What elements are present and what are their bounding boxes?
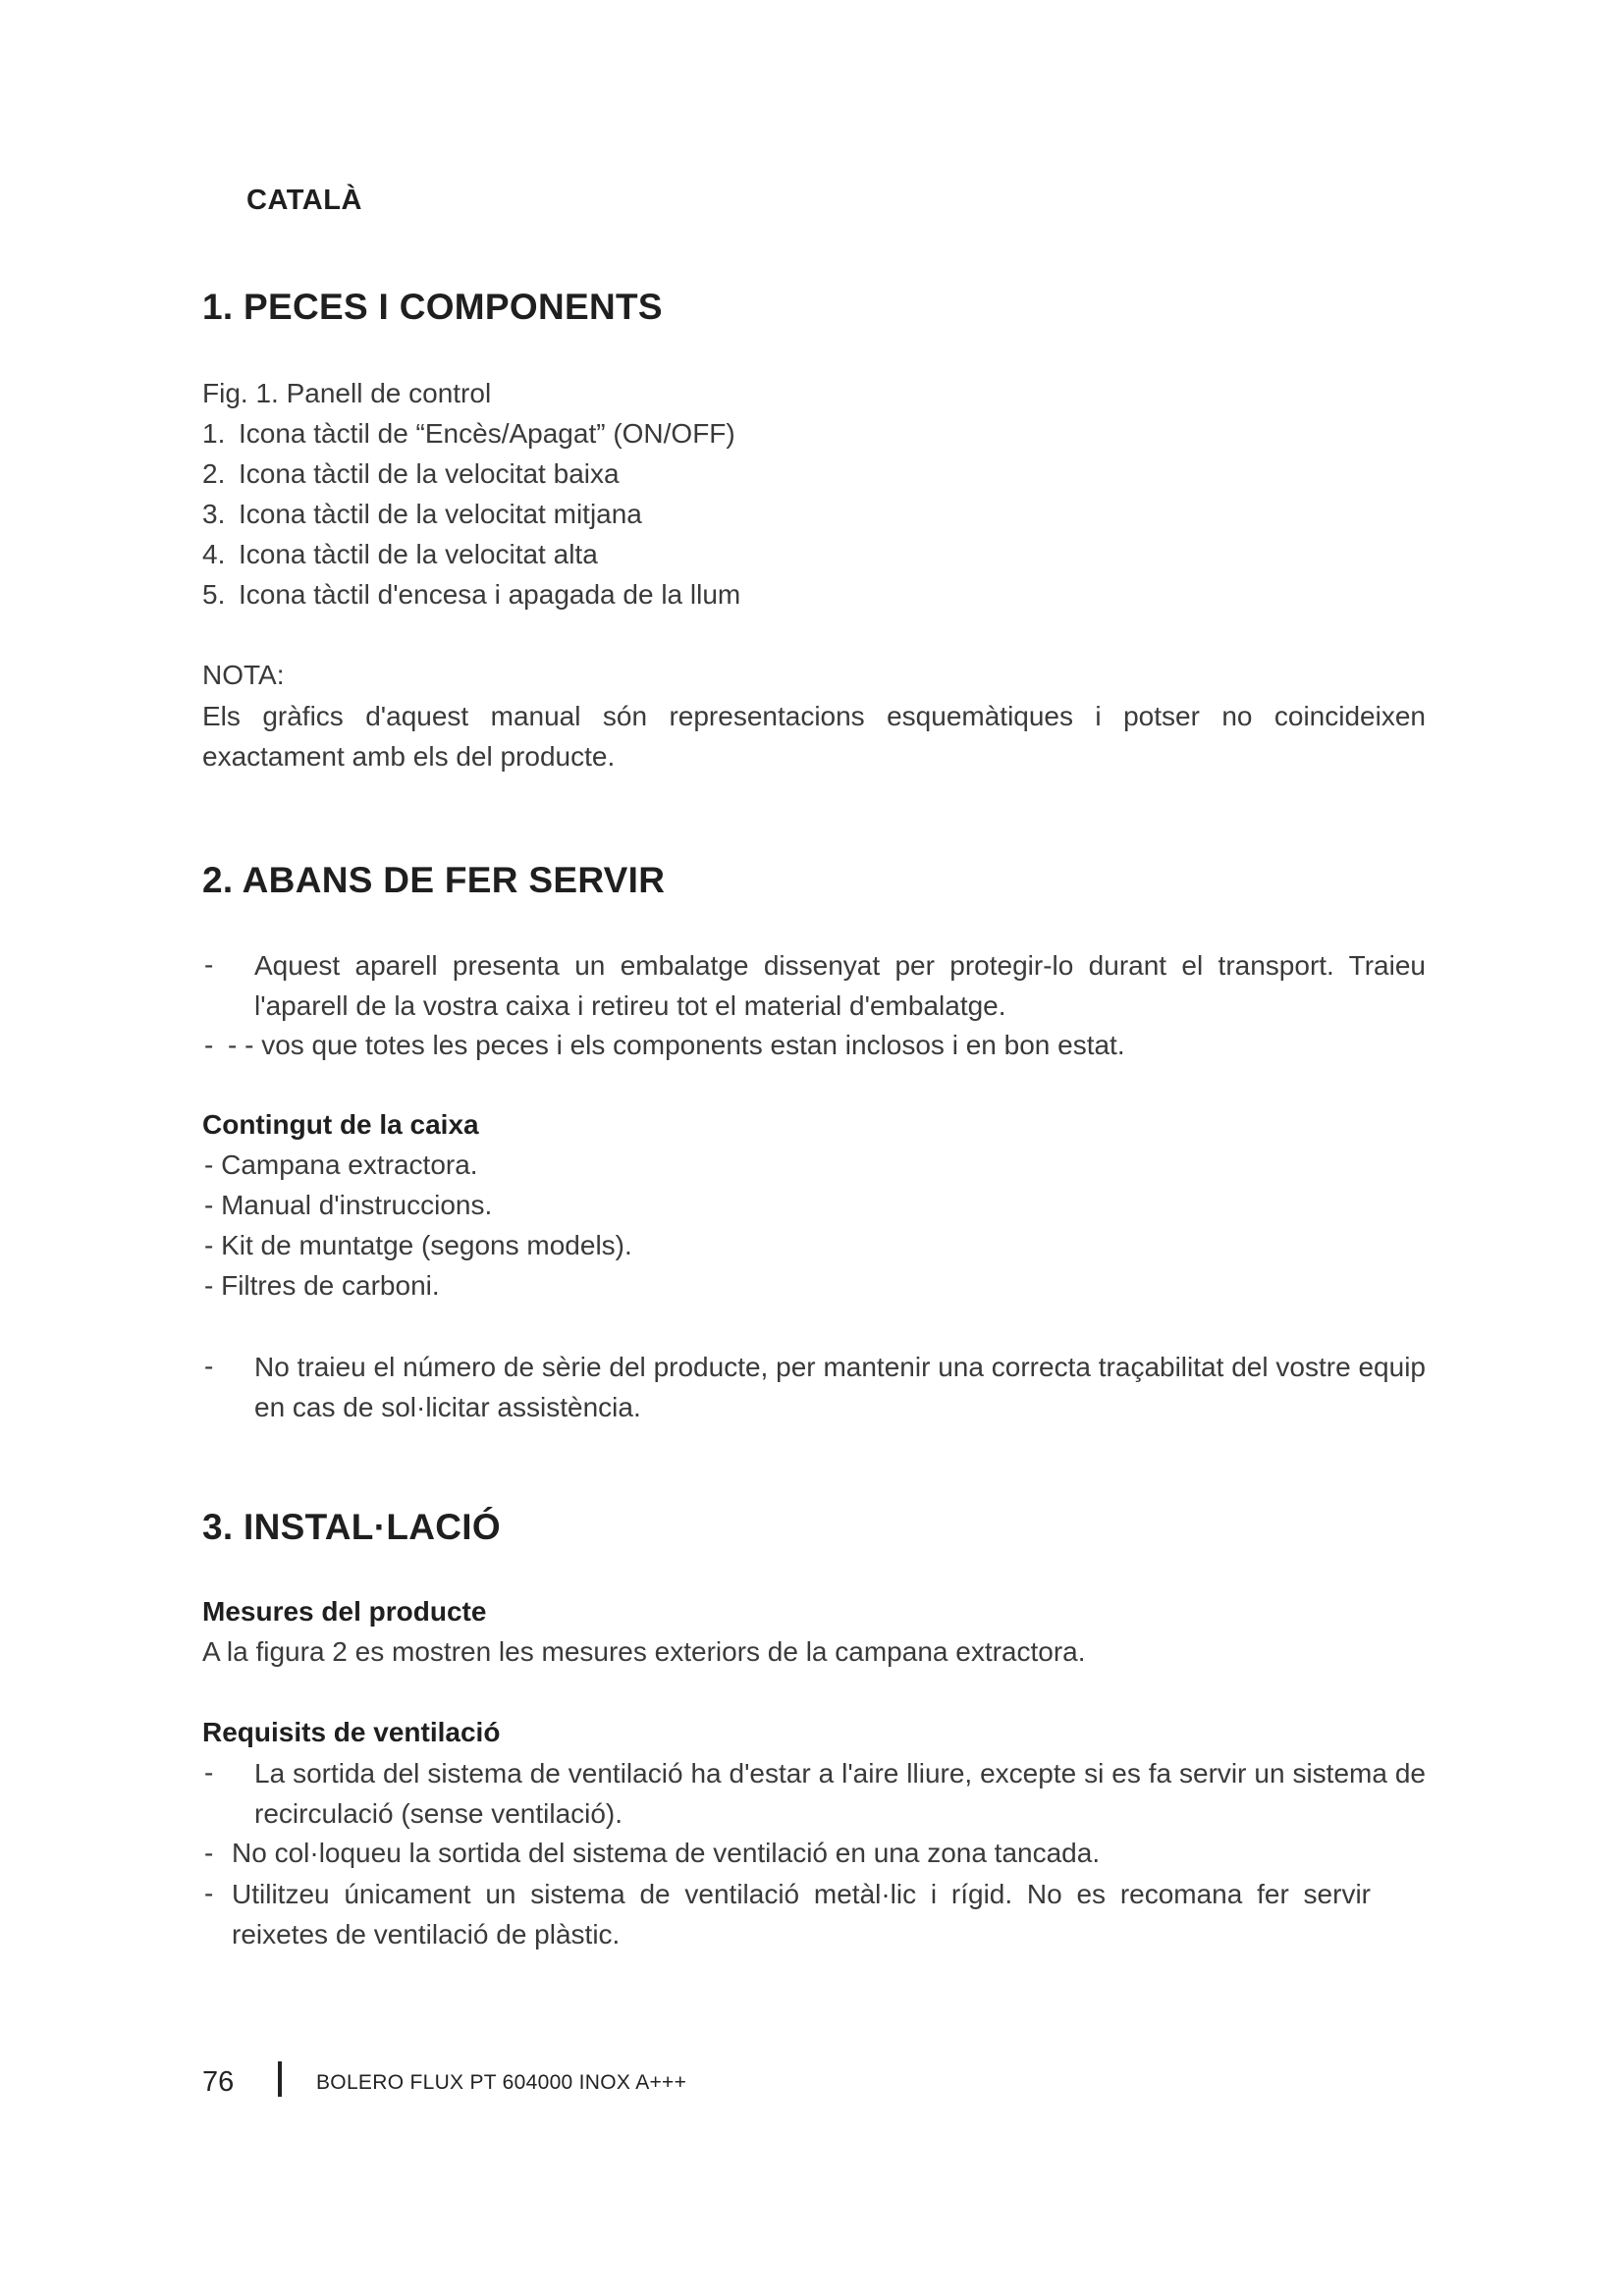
note-label: NOTA: (202, 660, 285, 690)
section-2-heading: 2. ABANS DE FER SERVIR (202, 860, 666, 900)
list-item: Icona tàctil de “Encès/Apagat” (ON/OFF) (239, 418, 735, 449)
footer-divider (278, 2061, 282, 2097)
bullet-check-parts: - - vos que totes les peces i els components estan inclosos i en bon estat. (228, 1030, 1125, 1060)
list-item: - Kit de muntatge (segons models). (204, 1230, 632, 1260)
bullet-dash: - (204, 949, 214, 980)
list-item-number: 2. (202, 458, 226, 489)
list-item-number: 4. (202, 539, 226, 569)
bullet-vent-metal (232, 1874, 1371, 1954)
bullet-vent-outside: La sortida del sistema de ventilació ha d'estar a l'aire lliure, excepte si es fa servir un sistema de recirculació (sense ventilació). (254, 1758, 1426, 1829)
section-1-heading: 1. PECES I COMPONENTS (202, 287, 663, 327)
bullet-dash: - (204, 1878, 214, 1908)
list-item: - Campana extractora. (204, 1149, 478, 1180)
bullet-unpack: Aquest aparell presenta un embalatge dissenyat per protegir-lo durant el transport. Traieu l'aparell de la vostra caixa i retireu tot el material d'embalatge. (254, 950, 1426, 1021)
list-item: Icona tàctil d'encesa i apagada de la llum (239, 579, 741, 610)
measures-text: A la figura 2 es mostren les mesures exteriors de la campana extractora. (202, 1636, 1086, 1667)
measures-heading: Mesures del producte (202, 1596, 487, 1627)
list-item: - Manual d'instruccions. (204, 1190, 493, 1220)
bullet-dash: - (204, 1757, 214, 1788)
list-item: Icona tàctil de la velocitat alta (239, 539, 598, 569)
bullet-vent-metal-text: Utilitzeu únicament un sistema de ventilació metàl·lic i rígid. No es recomana fer servir reixetes de ventilació de plàstic. (232, 1879, 1371, 1949)
list-item-number: 5. (202, 579, 226, 610)
list-item: - Filtres de carboni. (204, 1270, 440, 1301)
ventilation-heading: Requisits de ventilació (202, 1717, 501, 1747)
bullet-vent-closed-area: No col·loqueu la sortida del sistema de ventilació en una zona tancada. (232, 1838, 1101, 1868)
list-item-number: 3. (202, 499, 226, 529)
page-number: 76 (202, 2066, 235, 2098)
section-3-heading: 3. INSTAL·LACIÓ (202, 1507, 501, 1547)
footer-product-name: BOLERO FLUX PT 604000 INOX A+++ (316, 2071, 687, 2094)
list-item: Icona tàctil de la velocitat mitjana (239, 499, 642, 529)
box-contents-heading: Contingut de la caixa (202, 1109, 479, 1140)
list-item: Icona tàctil de la velocitat baixa (239, 458, 620, 489)
figure-caption: Fig. 1. Panell de control (202, 378, 492, 408)
bullet-serial-number: No traieu el número de sèrie del producte, per mantenir una correcta traçabilitat del vostre equip en cas de sol·licitar assistència. (254, 1352, 1426, 1422)
bullet-dash: - (204, 1030, 214, 1060)
note-text: Els gràfics d'aquest manual són representacions esquemàtiques i potser no coincideixen exactament amb els del producte. (202, 701, 1426, 772)
bullet-dash: - (204, 1838, 214, 1868)
bullet-dash: - (204, 1351, 214, 1381)
list-item-number: 1. (202, 418, 226, 449)
language-label: CATALÀ (246, 185, 362, 216)
